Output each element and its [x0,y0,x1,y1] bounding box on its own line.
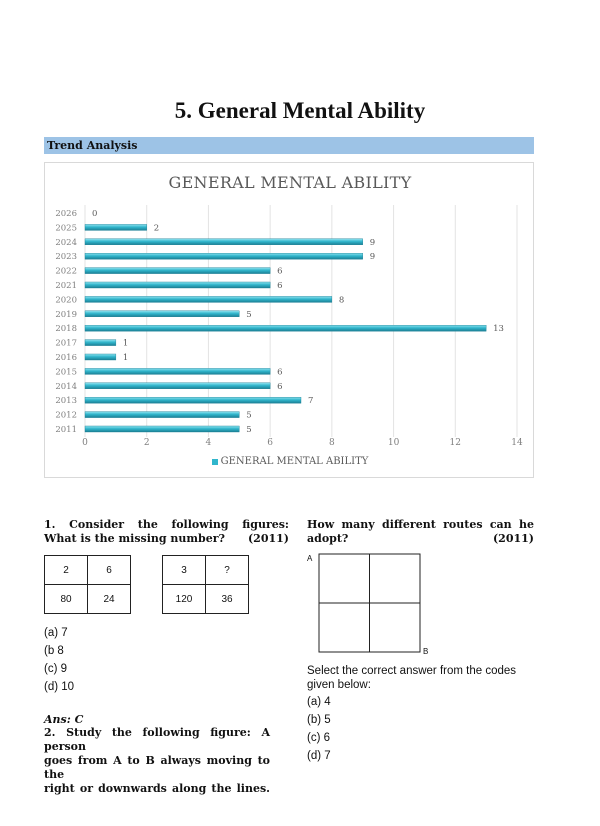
x-tick-label: 14 [511,438,523,448]
y-tick-label: 2014 [55,381,77,392]
y-tick-label: 2025 [55,223,77,234]
data-label: 5 [246,410,252,421]
y-tick-label: 2022 [55,266,77,277]
x-tick-label: 2 [143,438,150,448]
x-tick-label: 8 [328,438,335,448]
point-a-label: A [307,554,313,563]
data-label: 8 [338,295,345,306]
q2-option-c: (c) 6 [307,732,330,744]
bar [85,268,270,274]
figure-a-cell: 6 [88,556,131,585]
q2-options [307,693,331,765]
chart-container [44,162,534,478]
legend-swatch [212,459,218,465]
bar [85,397,301,403]
q2-option-d: (d) 7 [307,750,331,762]
bar [85,325,486,331]
bar [85,253,363,259]
y-tick-label: 2020 [55,295,77,306]
chart-title: GENERAL MENTAL ABILITY [168,173,412,192]
q2-prompt: adopt? [307,532,349,545]
data-label: 6 [277,266,283,277]
q2-line2: goes from A to B always moving to the [44,754,270,781]
data-label: 6 [277,381,283,392]
bar [85,224,147,230]
q1-options [44,624,74,696]
q2-line1: 2. Study the following figure: A person [44,726,270,753]
y-tick-label: 2017 [55,338,77,349]
q2-option-b: (b) 5 [307,714,331,726]
x-tick-label: 12 [449,438,462,448]
x-tick-label: 6 [267,438,274,448]
data-label: 9 [369,237,376,248]
figure-b-cell: ? [206,556,249,585]
q2-year: (2011) [492,532,534,545]
y-tick-label: 2026 [55,209,77,219]
data-label: 9 [369,252,376,263]
q1-line1: 1. Consider the following figures: [44,518,289,531]
bar [85,368,270,374]
q2-cont-line1: How many different routes can he [307,518,534,531]
q1-year: (2011) [247,532,289,545]
data-label: 6 [277,281,283,291]
bar [85,412,239,418]
data-label: 0 [92,209,98,219]
q1-option-b: (b 8 [44,645,64,657]
data-label: 1 [122,353,129,363]
legend-label: GENERAL MENTAL ABILITY [220,456,369,467]
figure-b-cell: 120 [163,585,206,614]
y-tick-label: 2018 [55,324,77,335]
q2-line3: right or downwards along the lines. [44,782,270,795]
q1-answer: Ans: C [44,713,84,726]
x-tick-label: 0 [82,438,88,448]
bar [85,354,116,360]
y-tick-label: 2021 [55,281,77,291]
q1-option-a: (a) 7 [44,627,68,639]
question-1 [44,518,289,546]
data-label: 7 [308,396,314,407]
y-tick-label: 2011 [55,425,77,435]
bar [85,383,270,389]
bar [85,426,239,432]
q2-instruction: Select the correct answer from the codes given below: [307,665,517,691]
data-label: 13 [493,324,504,335]
bar [85,340,116,346]
q1-prompt: What is the missing number? [44,532,225,545]
data-label: 5 [246,309,252,320]
q1-figure-a [44,555,131,614]
question-2 [44,726,270,796]
q1-option-c: (c) 9 [44,663,67,675]
data-label: 5 [246,425,252,435]
data-label: 1 [122,338,129,349]
y-tick-label: 2016 [55,353,77,363]
bar [85,296,332,302]
figure-a-cell: 2 [45,556,88,585]
q1-figure-b [162,555,249,614]
y-tick-label: 2013 [55,396,77,407]
route-grid-figure [305,550,435,658]
x-tick-label: 4 [205,438,212,448]
chart-legend [45,456,535,467]
bar-chart [45,163,535,479]
q1-line2 [44,532,289,546]
question-2-continued [307,518,534,546]
y-tick-label: 2019 [55,309,77,320]
x-tick-label: 10 [387,438,400,448]
bar [85,311,239,317]
y-tick-label: 2023 [55,252,77,263]
y-tick-label: 2015 [55,367,77,378]
figure-a-cell: 24 [88,585,131,614]
page-title: 5. General Mental Ability [174,98,426,123]
point-b-label: B [423,647,429,656]
q1-option-d: (d) 10 [44,681,75,693]
figure-a-cell: 80 [45,585,88,614]
bar [85,239,363,245]
figure-b-cell: 36 [206,585,249,614]
y-tick-label: 2012 [55,410,77,421]
q2-option-a: (a) 4 [307,696,331,708]
figure-b-cell: 3 [163,556,206,585]
data-label: 6 [277,367,283,378]
section-header: Trend Analysis [44,137,534,154]
data-label: 2 [153,223,160,234]
q2-cont-line2 [307,532,534,546]
y-tick-label: 2024 [55,237,77,248]
bar [85,282,270,288]
